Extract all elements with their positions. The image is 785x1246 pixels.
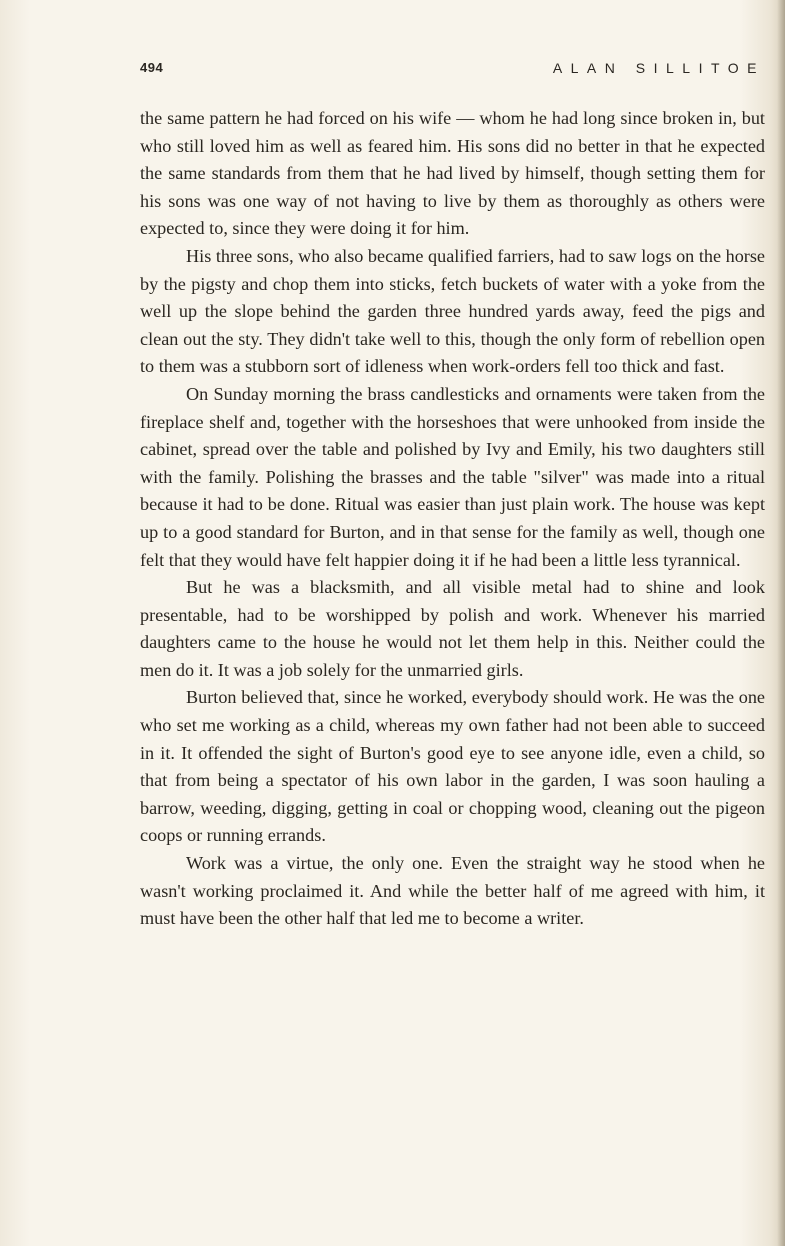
body-text [140, 105, 765, 933]
paragraph: Burton believed that, since he worked, everybody should work. He was the one who set me working as a child, whereas my own father had not been able to succeed in it. It offended the sight of Burton's good eye to see anyone idle, even a child, so that from being a spectator of his own labor in the garden, I was soon hauling a barrow, weeding, digging, getting in coal or chopping wood, cleaning out the pigeon coops or running errands. [140, 687, 765, 846]
paragraph: the same pattern he had forced on his wife — whom he had long since broken in, but who still loved him as well as feared him. His sons did no better in that he expected the same standards from them that he had lived by himself, though setting them for his sons was one way of not having to live by them as thoroughly as others were expected to, since they were doing it for him. [140, 108, 765, 239]
paragraph: His three sons, who also became qualified farriers, had to saw logs on the horse by the pigsty and chop them into sticks, fetch buckets of water with a yoke from the well up the slope behind the garden three hundred yards away, feed the pigs and clean out the sty. They didn't take well to this, though the only form of rebellion open to them was a stubborn sort of idleness when work-orders fell too thick and fast. [140, 245, 765, 377]
page-edge-shadow [777, 0, 785, 1246]
paragraph: Work was a virtue, the only one. Even the straight way he stood when he wasn't working proclaimed it. And while the better half of me agreed with him, it must have been the other half that led me to become a writer. [140, 853, 765, 929]
paragraph: But he was a blacksmith, and all visible metal had to shine and look presentable, had to be worshipped by polish and work. Whenever his married daughters came to the house he would not let them help in this. Neither could the men do it. It was a job solely for the unmarried girls. [140, 577, 765, 680]
page-number: 494 [140, 60, 164, 75]
page-header [140, 60, 765, 84]
running-head-author: ALAN SILLITOE [552, 60, 765, 76]
paragraph: On Sunday morning the brass candlesticks and ornaments were taken from the fireplace shelf and, together with the horseshoes that were unhooked from inside the cabinet, spread over the table and polished by Ivy and Emily, his two daughters still with the family. Polishing the brasses and the table "silver" was made into a ritual because it had to be done. Ritual was easier than just plain work. The house was kept up to a good standard for Burton, and in that sense for the family as well, though one felt that they would have felt happier doing it if he had been a little less tyrannical. [140, 383, 765, 570]
